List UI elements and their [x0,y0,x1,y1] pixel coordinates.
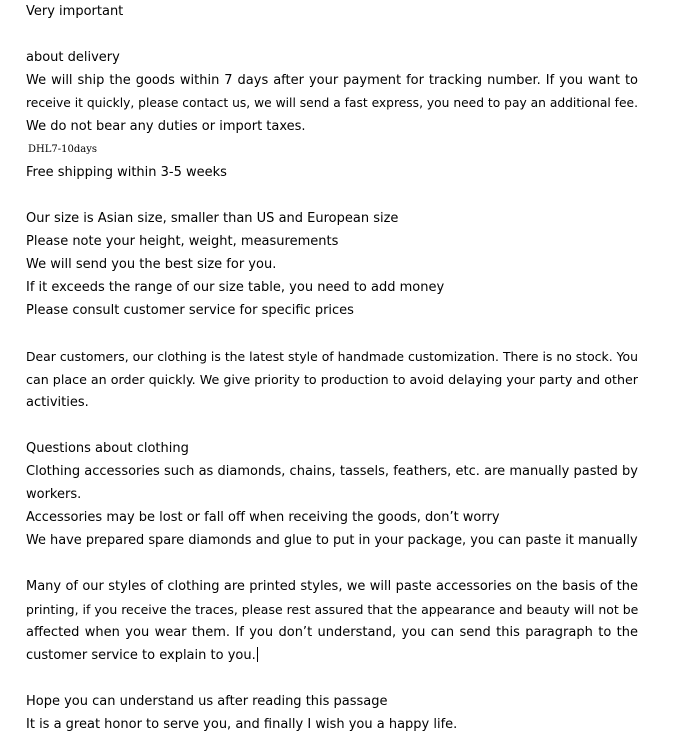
blank-line [26,667,638,690]
customers-text-line: can place an order quickly. We give priority to production to avoid delaying your party and other [26,372,638,387]
clothing-text-line: Accessories may be lost or fall off when receiving the goods, don’t worry [26,510,500,525]
delivery-text-line: We do not bear any duties or import taxes. [26,119,306,134]
delivery-heading: about delivery [26,50,120,65]
printed-text-line: affected when you wear them. If you don’t understand, you can send this paragraph to the [26,625,638,640]
customers-text-line: Dear customers, our clothing is the latest style of handmade customization. There is no stock. You [26,349,638,364]
clothing-text-line: We have prepared spare diamonds and glue to put in your package, you can paste it manually [26,533,638,548]
delivery-text-line: receive it quickly, please contact us, we will send a fast express, you need to pay an additional fee. [26,96,638,110]
blank-line [26,322,638,345]
size-text-line: Please consult customer service for specific prices [26,303,354,318]
size-text-line: If it exceeds the range of our size table, you need to add money [26,280,445,295]
printed-text-line: Many of our styles of clothing are printed styles, we will paste accessories on the basis of the [26,579,638,594]
customers-text-line: activities. [26,395,89,410]
free-shipping-note: Free shipping within 3-5 weeks [26,165,227,180]
blank-line [26,414,638,437]
blank-line [26,552,638,575]
blank-line [26,23,638,46]
printed-text-line-last[interactable] [26,644,638,667]
closing-text-line: Hope you can understand us after reading this passage [26,694,388,709]
blank-line [26,184,638,207]
text-cursor [257,647,259,662]
printed-text-line: printing, if you receive the traces, please rest assured that the appearance and beauty will not be [26,602,639,617]
size-text-line: Please note your height, weight, measurements [26,234,339,249]
size-text-line: We will send you the best size for you. [26,257,277,272]
clothing-text-line: workers. [26,487,82,502]
closing-text-line: It is a great honor to serve you, and finally I wish you a happy life. [26,717,458,732]
delivery-text-line: We will ship the goods within 7 days after your payment for tracking number. If you want to [26,73,638,88]
printed-text-span: customer service to explain to you. [26,648,256,663]
size-text-line: Our size is Asian size, smaller than US and European size [26,211,399,226]
document-title: Very important [26,4,124,19]
clothing-text-line: Clothing accessories such as diamonds, chains, tassels, feathers, etc. are manually pasted by [26,464,638,479]
dhl-note: DHL7-10days [28,144,97,155]
clothing-heading: Questions about clothing [26,441,189,456]
document-body [26,0,638,736]
